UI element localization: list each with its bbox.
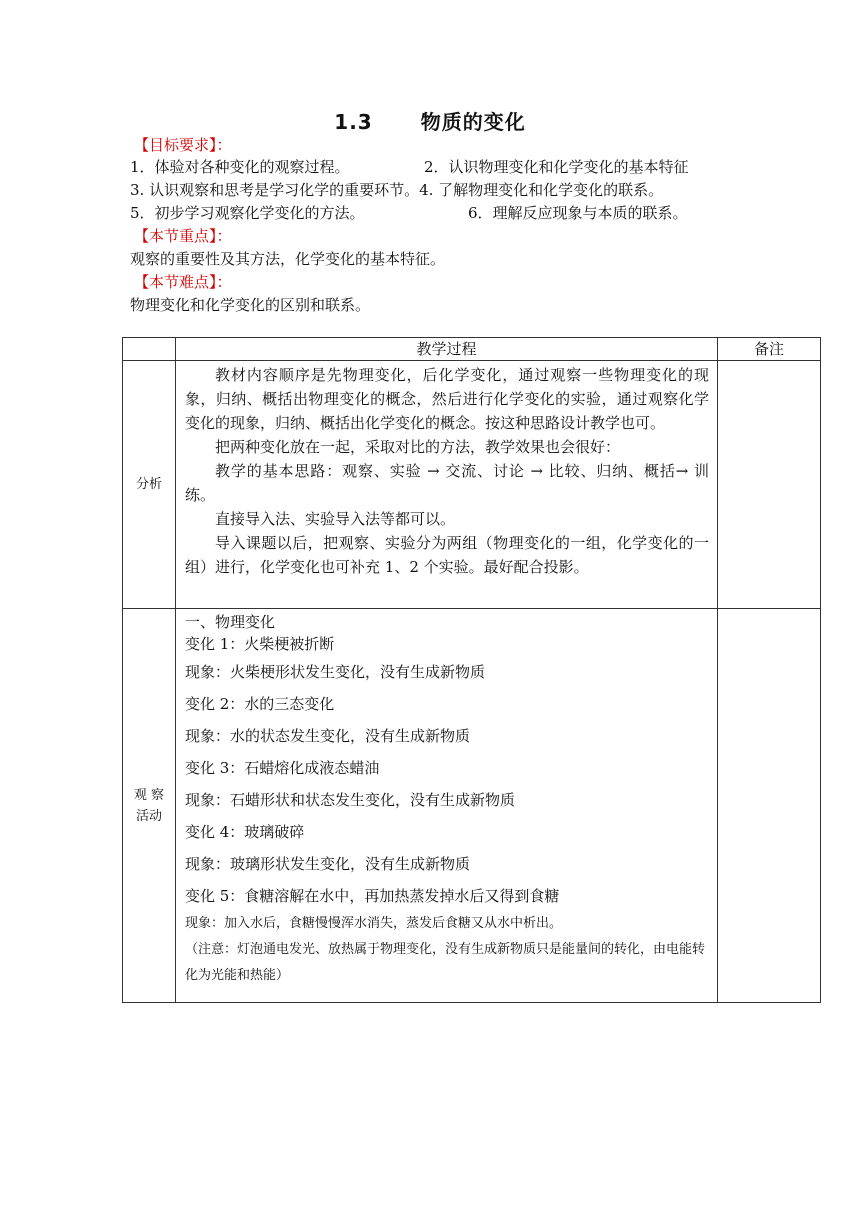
result-2: 现象：水的状态发生变化，没有生成新物质	[185, 727, 471, 745]
observe-label-line-2: 活动	[135, 808, 162, 824]
goal-5: 5．初步学习观察化学变化的方法。	[130, 204, 365, 222]
goals-heading: 【目标要求】：	[134, 136, 232, 154]
goal-row-1	[130, 156, 689, 178]
header-blank	[123, 338, 176, 361]
physics-note: （注意：灯泡通电发光、放热属于物理变化，没有生成新物质只是能量间的转化，由电能转化为光能和热能）	[185, 942, 706, 983]
change-4: 变化 4：玻璃破碎	[185, 823, 305, 841]
key-text: 观察的重要性及其方法，化学变化的基本特征。	[130, 250, 446, 268]
analysis-row	[123, 361, 821, 609]
observe-label	[123, 609, 176, 1003]
goal-6: 6．理解反应现象与本质的联系。	[468, 204, 688, 222]
analysis-paragraph-3: 教学的基本思路：观察、实验 → 交流、讨论 → 比较、归纳、概括→ 训练。	[185, 462, 709, 504]
analysis-paragraph-1: 教材内容顺序是先物理变化，后化学变化，通过观察一些物理变化的现象，归纳、概括出物理变化的概念，然后进行化学变化的实验，通过观察化学变化的现象，归纳、概括出化学变化的概念。按这种思路设计教学也可。	[185, 366, 709, 432]
goal-2: 2．认识物理变化和化学变化的基本特征	[424, 158, 689, 176]
change-1: 变化 1：火柴梗被折断	[185, 635, 335, 653]
observe-note	[718, 609, 821, 1003]
goal-row-2: 3. 认识观察和思考是学习化学的重要环节。4. 了解物理变化和化学变化的联系。	[130, 181, 664, 199]
header-process: 教学过程	[176, 338, 718, 361]
section-title: 物质的变化	[420, 110, 526, 134]
result-3: 现象：石蜡形状和状态发生变化，没有生成新物质	[185, 791, 516, 809]
analysis-paragraph-4: 直接导入法、实验导入法等都可以。	[215, 510, 456, 528]
result-5: 现象：加入水后，食糖慢慢浑水消失，蒸发后食糖又从水中析出。	[185, 916, 563, 931]
result-4: 现象：玻璃形状发生变化，没有生成新物质	[185, 855, 471, 873]
goal-row-3	[130, 202, 688, 224]
analysis-content	[176, 361, 718, 609]
change-3: 变化 3：石蜡熔化成液态蜡油	[185, 759, 380, 777]
goal-1: 1．体验对各种变化的观察过程。	[130, 158, 350, 176]
analysis-label: 分析	[123, 361, 176, 609]
section-number: 1.3	[334, 110, 373, 134]
analysis-paragraph-5: 导入课题以后，把观察、实验分为两组（物理变化的一组，化学变化的一组）进行，化学变化也可补充 1、2 个实验。最好配合投影。	[185, 534, 709, 576]
observe-label-line-1: 观 察	[133, 787, 165, 803]
header-note: 备注	[718, 338, 821, 361]
result-1: 现象：火柴梗形状发生变化，没有生成新物质	[185, 663, 486, 681]
analysis-note	[718, 361, 821, 609]
key-heading: 【本节重点】：	[134, 227, 232, 245]
lesson-table	[122, 337, 821, 1003]
observe-content	[176, 609, 718, 1003]
analysis-paragraph-2: 把两种变化放在一起，采取对比的方法，教学效果也会很好：	[215, 438, 621, 456]
page-title	[0, 106, 860, 135]
physical-change-heading: 一、物理变化	[185, 613, 276, 631]
change-5: 变化 5：食糖溶解在水中，再加热蒸发掉水后又得到食糖	[185, 887, 560, 905]
difficult-text: 物理变化和化学变化的区别和联系。	[130, 296, 371, 314]
table-header-row	[123, 338, 821, 361]
difficult-heading: 【本节难点】：	[134, 273, 232, 291]
observe-row	[123, 609, 821, 1003]
change-2: 变化 2：水的三态变化	[185, 695, 335, 713]
